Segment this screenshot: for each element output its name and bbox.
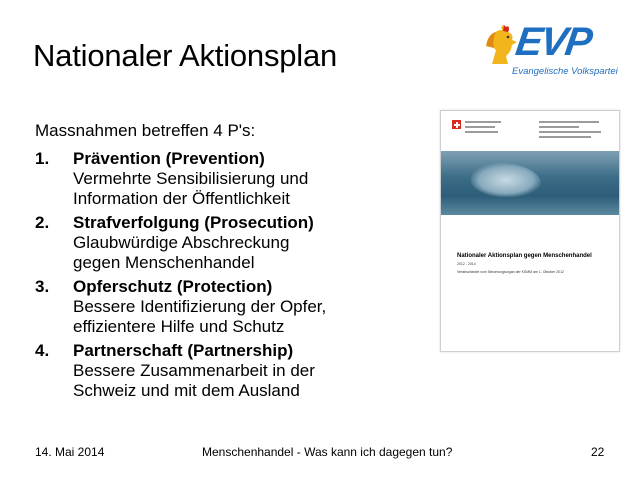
- doc-header-line: [465, 121, 501, 123]
- evp-logo: [484, 22, 624, 86]
- doc-header-line: [465, 126, 495, 128]
- measure-description: Bessere Zusammenarbeit in der: [73, 361, 315, 380]
- doc-banner-image: [441, 151, 619, 215]
- list-item: [35, 213, 375, 273]
- measure-description: effizientere Hilfe und Schutz: [73, 317, 285, 336]
- doc-title: Nationaler Aktionsplan gegen Menschenhandel: [457, 253, 592, 259]
- measures-list: [35, 149, 375, 405]
- measure-description: gegen Menschenhandel: [73, 253, 255, 272]
- doc-subtitle: Verabschiedet vom Steuerungsorgan der KSMM am 1. Oktober 2012: [457, 270, 565, 274]
- list-item: [35, 341, 375, 401]
- swiss-flag-icon: [452, 120, 461, 129]
- hand-image: [471, 163, 541, 197]
- footer-title: Menschenhandel - Was kann ich dagegen tun?: [202, 445, 453, 459]
- intro-text: Massnahmen betreffen 4 P's:: [35, 121, 256, 140]
- list-item: [35, 277, 375, 337]
- measure-heading: Strafverfolgung (Prosecution): [73, 213, 314, 232]
- measure-description: Glaubwürdige Abschreckung: [73, 233, 290, 252]
- list-number: 2.: [35, 213, 50, 232]
- doc-header-line: [539, 121, 599, 123]
- measure-description: Information der Öffentlichkeit: [73, 189, 291, 208]
- measure-description: Vermehrte Sensibilisierung und: [73, 169, 309, 188]
- footer-date: 14. Mai 2014: [35, 445, 105, 459]
- logo-wordmark: EVP: [512, 20, 594, 64]
- document-cover-image: [440, 110, 620, 352]
- doc-header-line: [539, 126, 579, 128]
- list-item: [35, 149, 375, 209]
- doc-header-line: [539, 136, 591, 138]
- list-number: 1.: [35, 149, 50, 168]
- measure-description: Bessere Identifizierung der Opfer,: [73, 297, 327, 316]
- doc-header-line: [539, 131, 601, 133]
- list-number: 4.: [35, 341, 50, 360]
- measure-heading: Partnerschaft (Partnership): [73, 341, 294, 360]
- measure-heading: Opferschutz (Protection): [73, 277, 273, 296]
- logo-subtitle: Evangelische Volkspartei: [512, 66, 618, 77]
- measure-heading: Prävention (Prevention): [73, 149, 265, 168]
- doc-header-line: [465, 131, 498, 133]
- measure-description: Schweiz und mit dem Ausland: [73, 381, 300, 400]
- list-number: 3.: [35, 277, 50, 296]
- doc-years: 2012 - 2014: [457, 262, 476, 266]
- slide-title: Nationaler Aktionsplan: [33, 38, 338, 73]
- page-number: 22: [591, 445, 605, 459]
